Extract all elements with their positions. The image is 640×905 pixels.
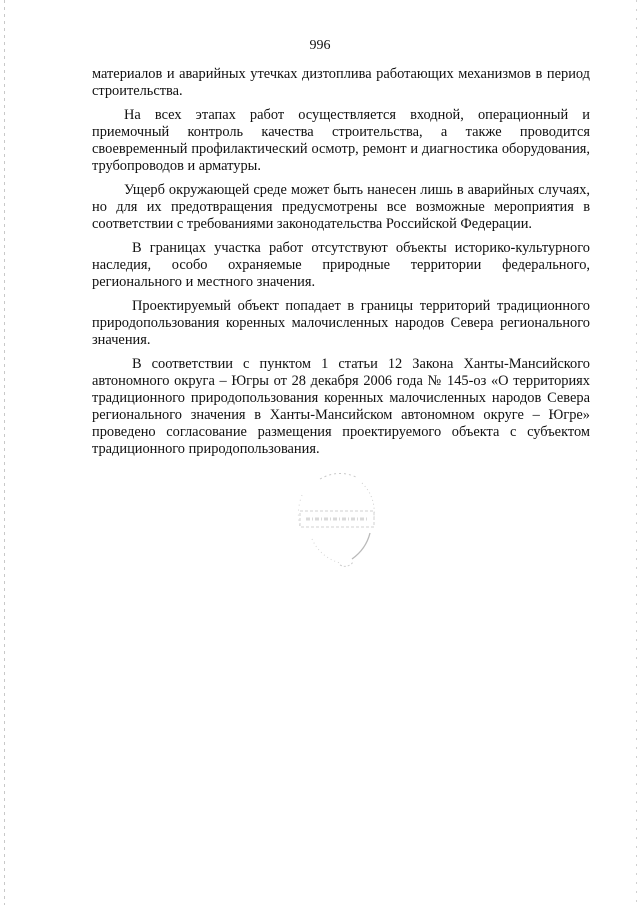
paragraph-2: На всех этапах работ осуществляется входной, операционный и приемочный контроль качества строительства, а также проводится своевременный профилактический осмотр, ремонт и диагностика оборудования, трубопроводов и арматуры. — [92, 107, 590, 174]
faded-stamp — [290, 465, 386, 573]
paragraph-4: В границах участка работ отсутствуют объекты историко-культурного наследия, особо охраняемые природные территории федерального, регионального и местного значения. — [92, 240, 590, 290]
document-body — [92, 66, 590, 465]
paragraph-5: Проектируемый объект попадает в границы территорий традиционного природопользования коренных малочисленных народов Севера регионального значения. — [92, 298, 590, 348]
paragraph-3: Ущерб окружающей среде может быть нанесен лишь в аварийных случаях, но для их предотвращения предусмотрены все возможные мероприятия в соответствии с требованиями законодательства Российской Федерации. — [92, 182, 590, 232]
paragraph-6: В соответствии с пунктом 1 статьи 12 Закона Ханты-Мансийского автономного округа – Югры от 28 декабря 2006 года № 145-оз «О территориях традиционного природопользования коренных малочисленных народов Севера регионального значения в Ханты-Мансийском автономном округе – Югре» проведено согласование размещения проектируемого объекта с субъектом традиционного природопользования. — [92, 356, 590, 457]
paragraph-1: материалов и аварийных утечках дизтоплива работающих механизмов в период строительства. — [92, 66, 590, 99]
page-number: 996 — [309, 38, 331, 53]
scan-edge-right — [636, 0, 637, 905]
scan-edge-left — [4, 0, 5, 905]
